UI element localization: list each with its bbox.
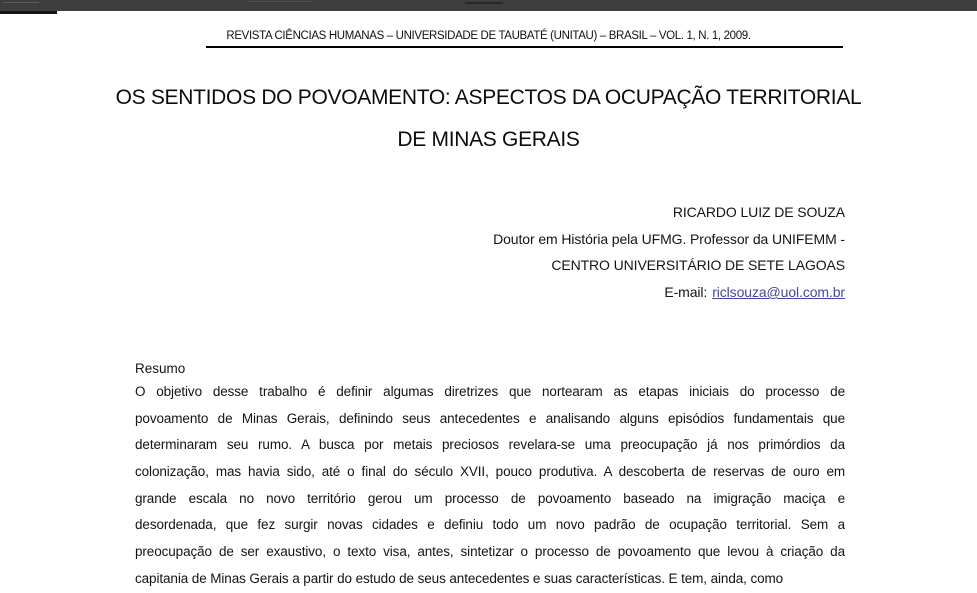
top-bar-shadow-segment	[465, 2, 503, 4]
top-bar-notch	[0, 11, 57, 14]
journal-running-head: REVISTA CIÊNCIAS HUMANAS – UNIVERSIDADE DE TAUBATÉ (UNITAU) – BRASIL – VOL. 1, N. 1, 2009.	[226, 30, 751, 42]
paper-title-line1: OS SENTIDOS DO POVOAMENTO: ASPECTOS DA OCUPAÇÃO TERRITORIAL	[115, 86, 862, 109]
email-link[interactable]: riclsouza@uol.com.br	[712, 284, 845, 301]
author-affiliation-line1: Doutor em História pela UFMG. Professor da UNIFEMM -	[493, 230, 845, 247]
window-top-bar[interactable]	[0, 0, 977, 11]
paper-title-line2: DE MINAS GERAIS	[397, 128, 580, 151]
author-email-line	[493, 279, 845, 306]
abstract-line: preocupação de ser exaustivo, o texto visa, antes, sintetizar o processo de povoamento que levou à criação da	[135, 544, 845, 560]
abstract-line: grande escala no novo território gerou um processo de povoamento baseado na imigração maciça e	[135, 490, 845, 506]
header-rule	[206, 46, 843, 48]
top-bar-highlight-segment	[3, 2, 39, 3]
author-block	[493, 199, 845, 306]
author-affiliation-line2: CENTRO UNIVERSITÁRIO DE SETE LAGOAS	[551, 257, 845, 274]
abstract-line: O objetivo desse trabalho é definir algumas diretrizes que nortearam as etapas iniciais do processo de	[135, 384, 845, 399]
abstract-line: desordenada, que fez surgir novas cidades e definiu todo um novo padrão de ocupação territorial. Sem a	[135, 517, 845, 533]
abstract-line: capitania de Minas Gerais a partir do estudo de seus antecedentes e suas características. E tem, ainda, como	[135, 570, 784, 586]
email-label: E-mail:	[664, 284, 708, 301]
abstract-line: determinaram seu rumo. A busca por metais preciosos revelara-se uma preocupação já nos primórdios da	[135, 437, 845, 453]
top-bar-highlight-segment	[247, 1, 311, 2]
author-name: RICARDO LUIZ DE SOUZA	[672, 204, 845, 220]
abstract-line: povoamento de Minas Gerais, definindo seus antecedentes e analisando alguns episódios fundamentais que	[135, 410, 845, 426]
abstract-line: colonização, mas havia sido, até o final do século XVII, pouco produtiva. A descoberta de reservas de ouro em	[135, 464, 845, 480]
abstract-heading: Resumo	[135, 361, 186, 376]
paper-title	[40, 77, 937, 161]
abstract-paragraph	[135, 379, 845, 593]
